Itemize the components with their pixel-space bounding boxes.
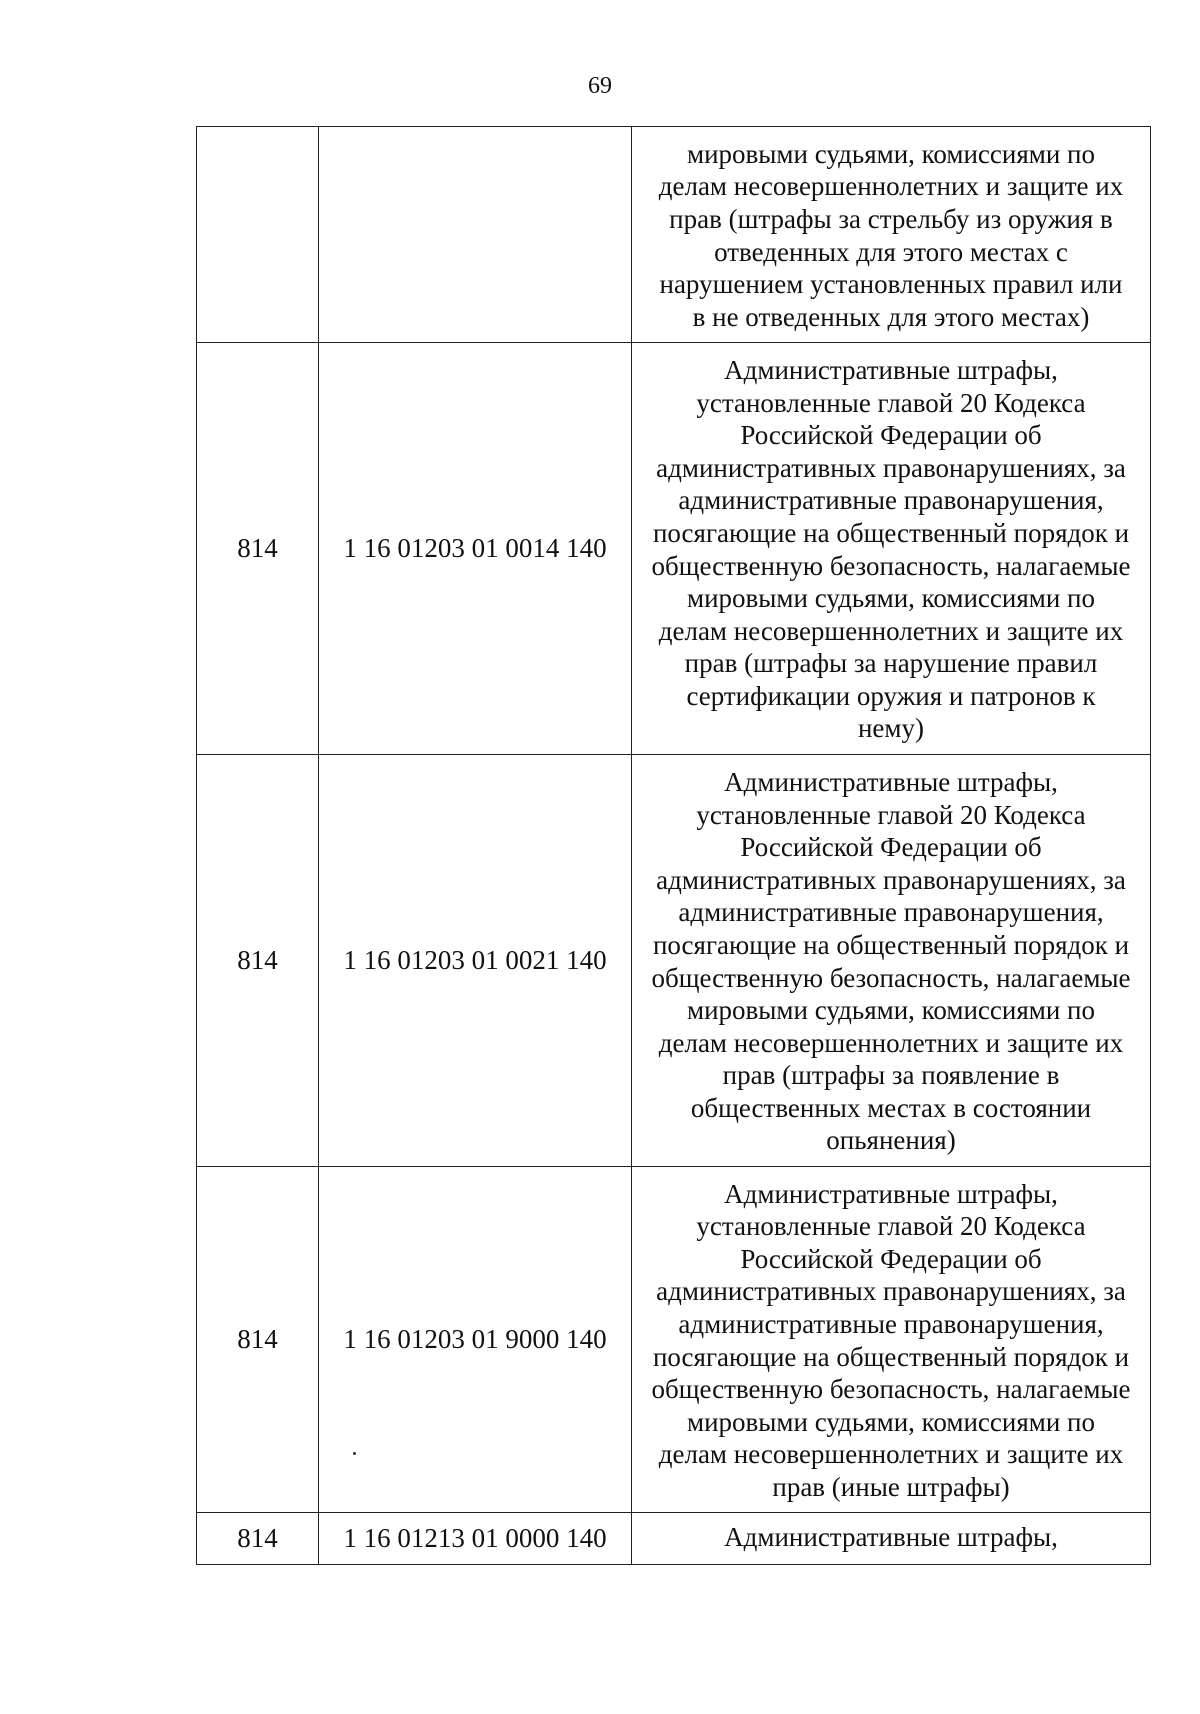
admin-code-cell: 814 <box>197 1513 319 1565</box>
table-row <box>197 1513 1151 1565</box>
description-line: административные правонарушения, <box>678 897 1104 928</box>
description-line: общественную безопасность, налагаемые <box>651 550 1131 581</box>
description-line: прав (иные штрафы) <box>772 1471 1010 1502</box>
description-line: Административные штрафы, <box>724 354 1058 385</box>
description-line: мировыми судьями, комиссиями по <box>687 138 1095 169</box>
description-line: делам несовершеннолетних и защите их <box>658 171 1124 202</box>
description-line: в не отведенных для этого местах) <box>692 301 1090 332</box>
page-number: 69 <box>588 73 612 99</box>
kbk-code-cell <box>319 127 632 343</box>
kbk-code-cell: 1 16 01213 01 0000 140 <box>319 1513 632 1565</box>
description-line: Российской Федерации об <box>740 832 1042 863</box>
description-line: нему) <box>857 713 924 744</box>
description-line: посягающие на общественный порядок и <box>652 1341 1130 1372</box>
description-line: прав (штрафы за появление в <box>722 1060 1060 1091</box>
description-cell <box>632 1513 1151 1565</box>
admin-code-cell: 814 <box>197 343 319 755</box>
table-row <box>197 755 1151 1167</box>
description-line: прав (штрафы за стрельбу из оружия в <box>669 203 1113 234</box>
description-line: административные правонарушения, <box>678 485 1104 516</box>
kbk-code-cell: 1 16 01203 01 9000 140 <box>319 1167 632 1513</box>
description-line: установленные главой 20 Кодекса <box>696 1211 1086 1242</box>
description-line: нарушением установленных правил или <box>659 269 1123 300</box>
description-line: установленные главой 20 Кодекса <box>696 799 1086 830</box>
description-line: общественную безопасность, налагаемые <box>651 962 1131 993</box>
description-cell <box>632 343 1151 755</box>
description-line: административных правонарушениях, за <box>656 1276 1126 1307</box>
description-line: общественную безопасность, налагаемые <box>651 1374 1131 1405</box>
description-line: Административные штрафы, <box>724 766 1058 797</box>
description-line: мировыми судьями, комиссиями по <box>687 583 1095 614</box>
kbk-code-cell: 1 16 01203 01 0014 140 <box>319 343 632 755</box>
description-line: административные правонарушения, <box>678 1308 1104 1339</box>
description-cell <box>632 127 1151 343</box>
admin-code-cell: 814 <box>197 1167 319 1513</box>
description-line: Административные штрафы, <box>724 1178 1058 1209</box>
budget-classification-table <box>196 126 1151 1565</box>
description-line: мировыми судьями, комиссиями по <box>687 995 1095 1026</box>
description-cell <box>632 755 1151 1167</box>
description-cell <box>632 1167 1151 1513</box>
table-row <box>197 1167 1151 1513</box>
admin-code-cell: 814 <box>197 755 319 1167</box>
kbk-code-cell: 1 16 01203 01 0021 140 <box>319 755 632 1167</box>
description-line: делам несовершеннолетних и защите их <box>658 1439 1124 1470</box>
table-row <box>197 127 1151 343</box>
description-line: посягающие на общественный порядок и <box>652 929 1130 960</box>
description-line: административных правонарушениях, за <box>656 864 1126 895</box>
description-line: прав (штрафы за нарушение правил <box>684 648 1098 679</box>
description-line: посягающие на общественный порядок и <box>652 517 1130 548</box>
description-line: опьянения) <box>826 1125 956 1156</box>
description-line: делам несовершеннолетних и защите их <box>658 1027 1124 1058</box>
description-line: Российской Федерации об <box>740 1243 1042 1274</box>
description-line: установленные главой 20 Кодекса <box>696 387 1086 418</box>
description-line: мировыми судьями, комиссиями по <box>687 1406 1095 1437</box>
description-line: административных правонарушениях, за <box>656 452 1126 483</box>
description-line: Административные штрафы, <box>724 1522 1058 1553</box>
description-line: общественных местах в состоянии <box>690 1092 1092 1123</box>
description-line: сертификации оружия и патронов к <box>686 680 1096 711</box>
table-row <box>197 343 1151 755</box>
description-line: Российской Федерации об <box>740 420 1042 451</box>
admin-code-cell <box>197 127 319 343</box>
description-line: делам несовершеннолетних и защите их <box>658 615 1124 646</box>
description-line: отведенных для этого местах с <box>714 236 1068 267</box>
scan-speck <box>353 1452 356 1455</box>
